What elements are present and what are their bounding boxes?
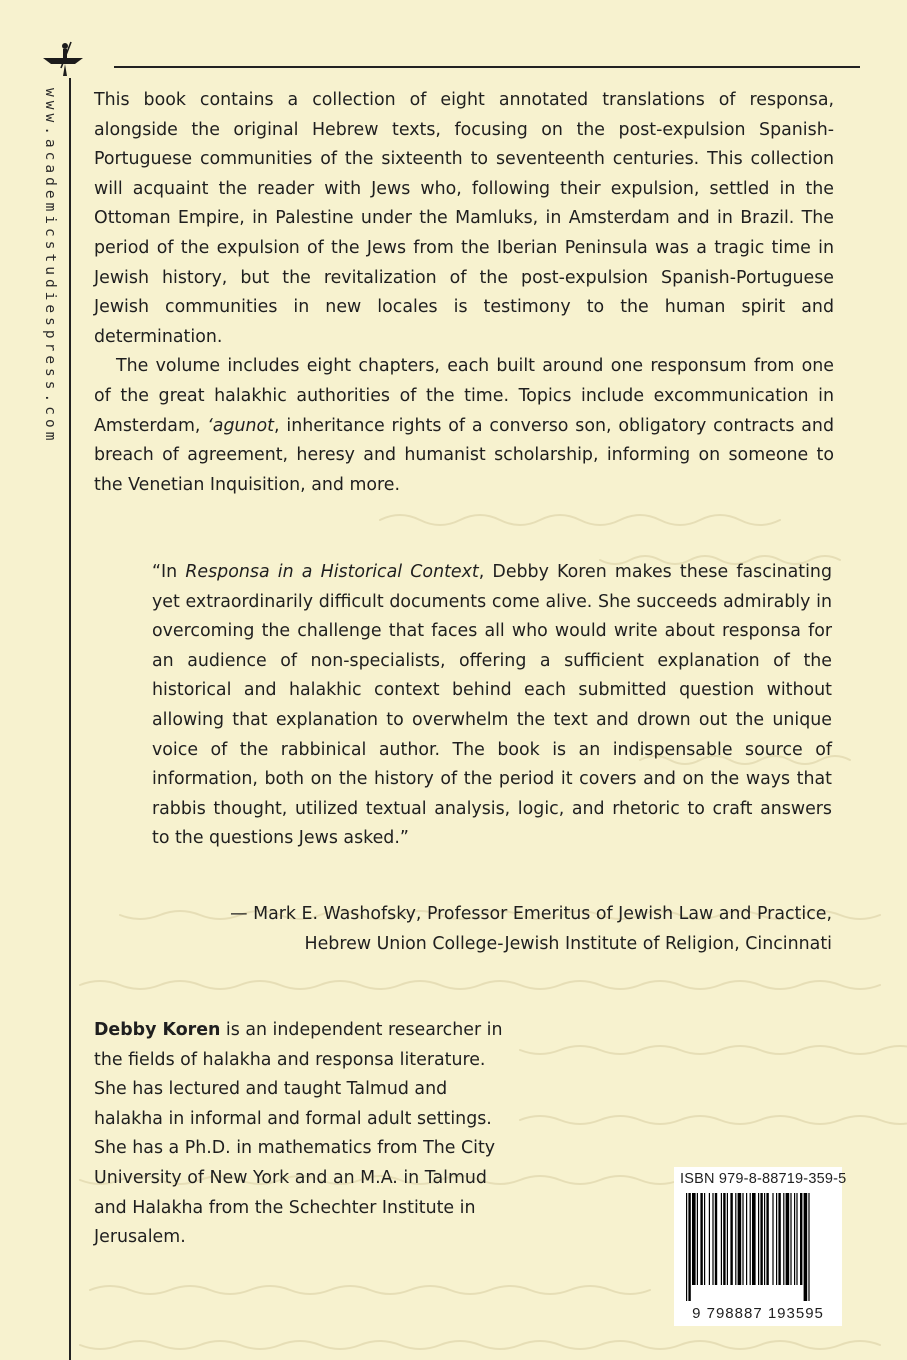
side-rule-divider <box>69 78 71 1360</box>
barcode-bar <box>704 1193 705 1285</box>
barcode-digits: 9 798887 193595 <box>680 1305 836 1322</box>
isbn-label: ISBN 979-8-88719-359-5 <box>680 1171 847 1187</box>
barcode-bar <box>688 1193 690 1301</box>
barcode-bar <box>786 1193 790 1285</box>
barcode-bar <box>712 1193 713 1285</box>
person-in-boat-icon <box>41 38 85 78</box>
isbn-barcode <box>674 1167 847 1326</box>
barcode-bar <box>723 1193 725 1285</box>
barcode-bar <box>686 1193 687 1301</box>
barcode-bar <box>776 1193 777 1285</box>
barcode-bar <box>721 1193 722 1285</box>
top-rule-divider <box>114 66 860 68</box>
attribution-line-1: — Mark E. Washofsky, Professor Emeritus of Jewish Law and Practice, <box>230 904 832 924</box>
barcode-bar <box>715 1193 717 1285</box>
barcode-bar <box>758 1193 759 1285</box>
barcode-bar <box>742 1193 743 1285</box>
barcode-bar <box>727 1193 728 1285</box>
paragraph-2-text-end: , inheritance rights of a converso son, obligatory contracts and breach of agreement, heresy and humanist scholarship, informing on someone to the Venetian Inquisition, and more. <box>94 415 834 495</box>
quote-body: , Debby Koren makes these fascinating yet extraordinarily difficult documents come alive. She succeeds admirably in overcoming the challenge that faces all who would write about responsa for an audience of non-specialists, offering a sufficient explanation of the historical and halakhic context behind each submitted question without allowing that explanation to overwhelm the text and drown out the unique voice of the rabbinical author. The book is an indispensable source of information, both on the history of the period it covers and on the ways that rabbis thought, utilized textual analysis, logic, and rhetoric to craft answers to the questions Jews asked.” <box>152 562 832 849</box>
barcode-bar <box>746 1193 747 1285</box>
endorsement-attribution <box>152 900 832 959</box>
quoted-book-title: Responsa in a Historical Context <box>185 562 479 582</box>
barcode-bar <box>800 1193 802 1285</box>
book-description <box>94 86 834 500</box>
barcode-bar <box>804 1193 808 1301</box>
quote-open: “In <box>152 562 186 582</box>
barcode-bar <box>700 1193 702 1285</box>
description-paragraph-1: This book contains a collection of eight annotated translations of responsa, alongside the original Hebrew texts, focusing on the post-expulsion Spanish-Portuguese communities of the sixteenth to seventeenth centuries. This collection will acquaint the reader with Jews who, following their expulsion, settled in the Ottoman Empire, in Palestine under the Mamluks, in Amsterdam and in Brazil. The period of the expulsion of the Jews from the Iberian Peninsula was a tragic time in Jewish history, but the revitalization of the post-expulsion Spanish-Portuguese Jewish communities in new locales is testimony to the human spirit and determination. <box>94 90 834 347</box>
barcode-bar <box>752 1193 756 1285</box>
author-bio-text: is an independent researcher in the fields of halakha and responsa literature. She has lectured and taught Talmud and halakha in informal and formal adult settings. She has a Ph.D. in mathematics from The City University of New York and an M.A. in Talmud and Halakha from the Schechter Institute in Jerusalem. <box>94 1020 503 1248</box>
barcode-bar <box>692 1193 696 1285</box>
description-paragraph-2 <box>94 352 834 500</box>
barcode-bar <box>772 1193 773 1285</box>
endorsement-quote <box>152 558 832 854</box>
barcode-bar <box>764 1193 765 1285</box>
barcode-bar <box>783 1193 784 1285</box>
barcode-bar <box>730 1193 732 1285</box>
barcode-bar <box>735 1193 736 1285</box>
barcode-bar <box>697 1193 698 1285</box>
barcode-bar <box>738 1193 742 1285</box>
publisher-url: www.academicstudiespress.com <box>42 88 58 445</box>
barcode-bar <box>709 1193 710 1285</box>
author-bio <box>94 1016 514 1253</box>
barcode-bar <box>808 1193 809 1301</box>
barcode-bar <box>794 1193 795 1285</box>
barcode-bar <box>750 1193 751 1285</box>
barcode-bar <box>760 1193 762 1285</box>
paragraph-2-text-start: The volume includes eight chapters, each built around one responsum from one of the great halakhic authorities of the time. Topics include excommunication in Amsterdam, <box>94 356 834 436</box>
agunot-term: ‘agunot <box>207 415 274 436</box>
attribution-line-2: Hebrew Union College-Jewish Institute of Religion, Cincinnati <box>304 933 832 954</box>
barcode-bars <box>680 1193 836 1301</box>
barcode-bar <box>790 1193 791 1285</box>
barcode-bar <box>778 1193 780 1285</box>
barcode-bar <box>766 1193 768 1285</box>
barcode-bar <box>796 1193 797 1285</box>
author-name: Debby Koren <box>94 1020 221 1040</box>
